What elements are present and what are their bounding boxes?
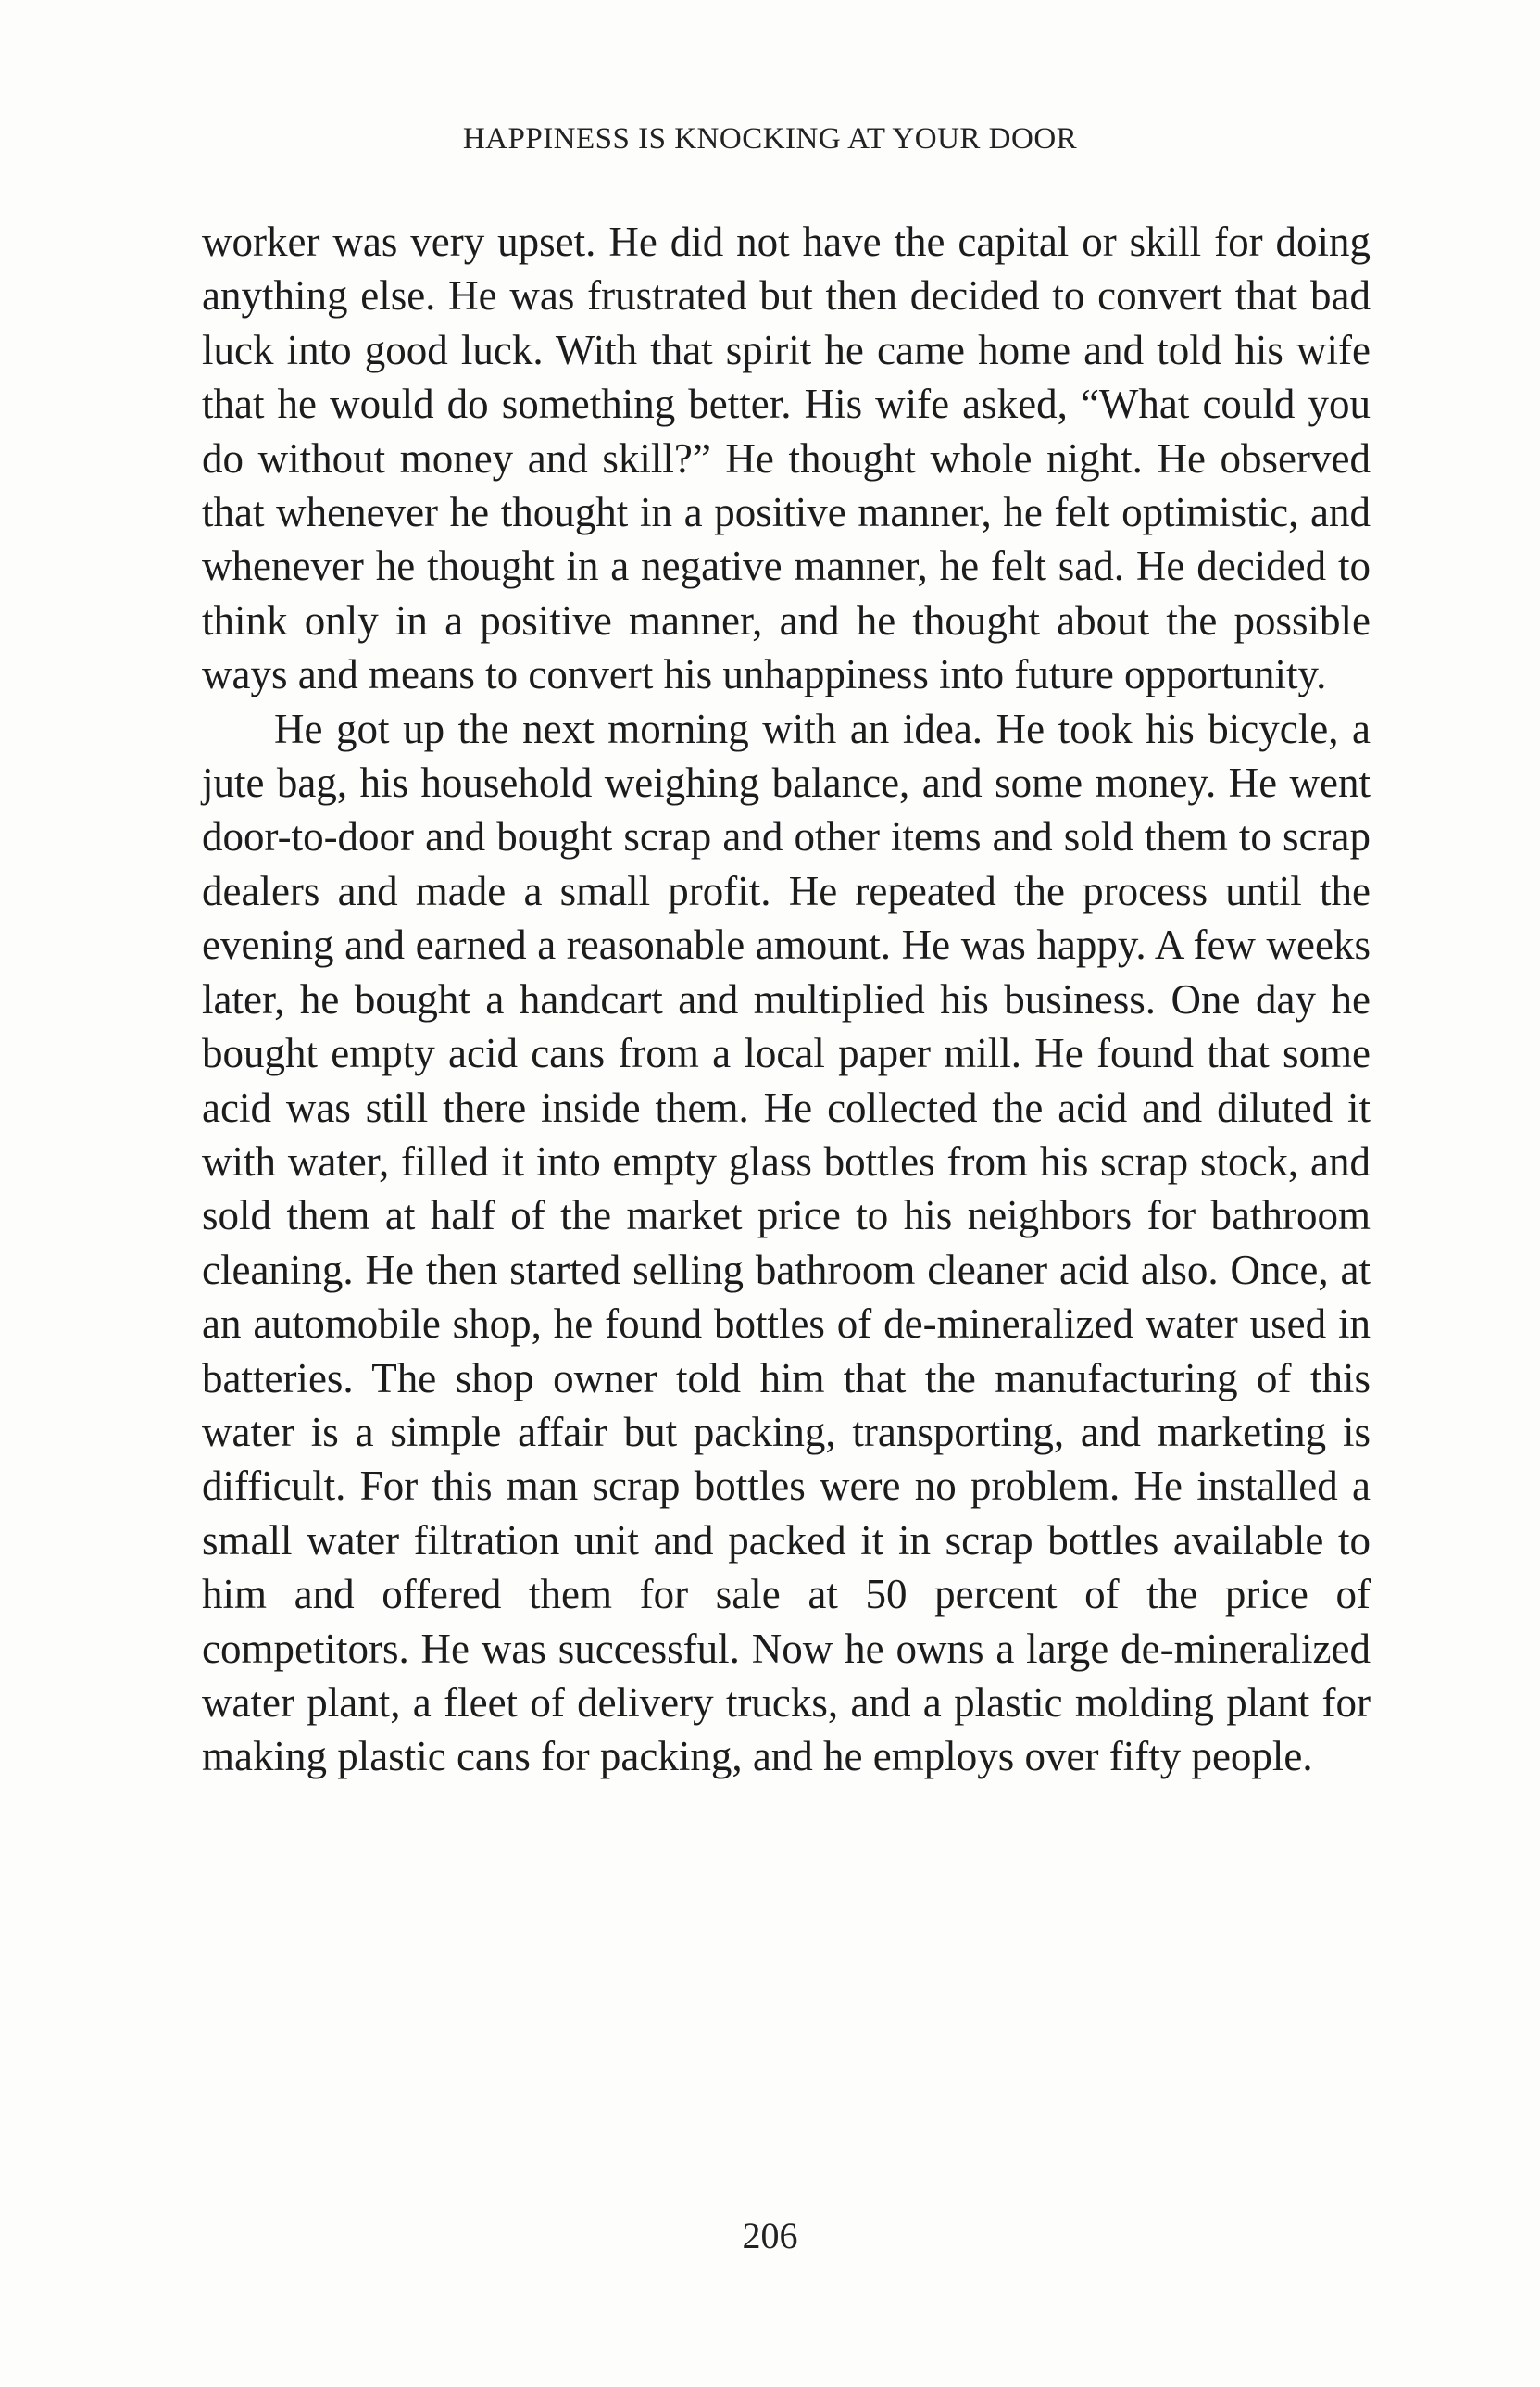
body-text [202,215,1371,1784]
paragraph-2: He got up the next morning with an idea. He took his bicycle, a jute bag, his household weighing balance, and some money. He went door-to-door and bought scrap and other items and sold them to scrap dealers and made a small profit. He repeated the process until the evening and earned a reasonable amount. He was happy. A few weeks later, he bought a handcart and multiplied his business. One day he bought empty acid cans from a local paper mill. He found that some acid was still there inside them. He collected the acid and diluted it with water, filled it into empty glass bottles from his scrap stock, and sold them at half of the market price to his neighbors for bathroom cleaning. He then started selling bathroom cleaner acid also. Once, at an automobile shop, he found bottles of de-mineralized water used in batteries. The shop owner told him that the manufacturing of this water is a simple affair but packing, transporting, and marketing is difficult. For this man scrap bottles were no problem. He installed a small water filtration unit and packed it in scrap bottles available to him and offered them for sale at 50 percent of the price of competitors. He was successful. Now he owns a large de-mineralized water plant, a fleet of delivery trucks, and a plastic molding plant for making plastic cans for packing, and he employs over fifty people. [202,705,1371,1780]
paragraph-1: worker was very upset. He did not have the capital or skill for doing anything else. He was frustrated but then decided to convert that bad luck into good luck. With that spirit he came home and told his wife that he would do something better. His wife asked, “What could you do without money and skill?” He thought whole night. He observed that whenever he thought in a positive manner, he felt optimistic, and whenever he thought in a negative manner, he felt sad. He decided to think only in a positive manner, and he thought about the possible ways and means to convert his unhappiness into future opportunity. [202,219,1371,698]
page-number: 206 [742,2215,798,2256]
running-head: HAPPINESS IS KNOCKING AT YOUR DOOR [462,122,1078,156]
